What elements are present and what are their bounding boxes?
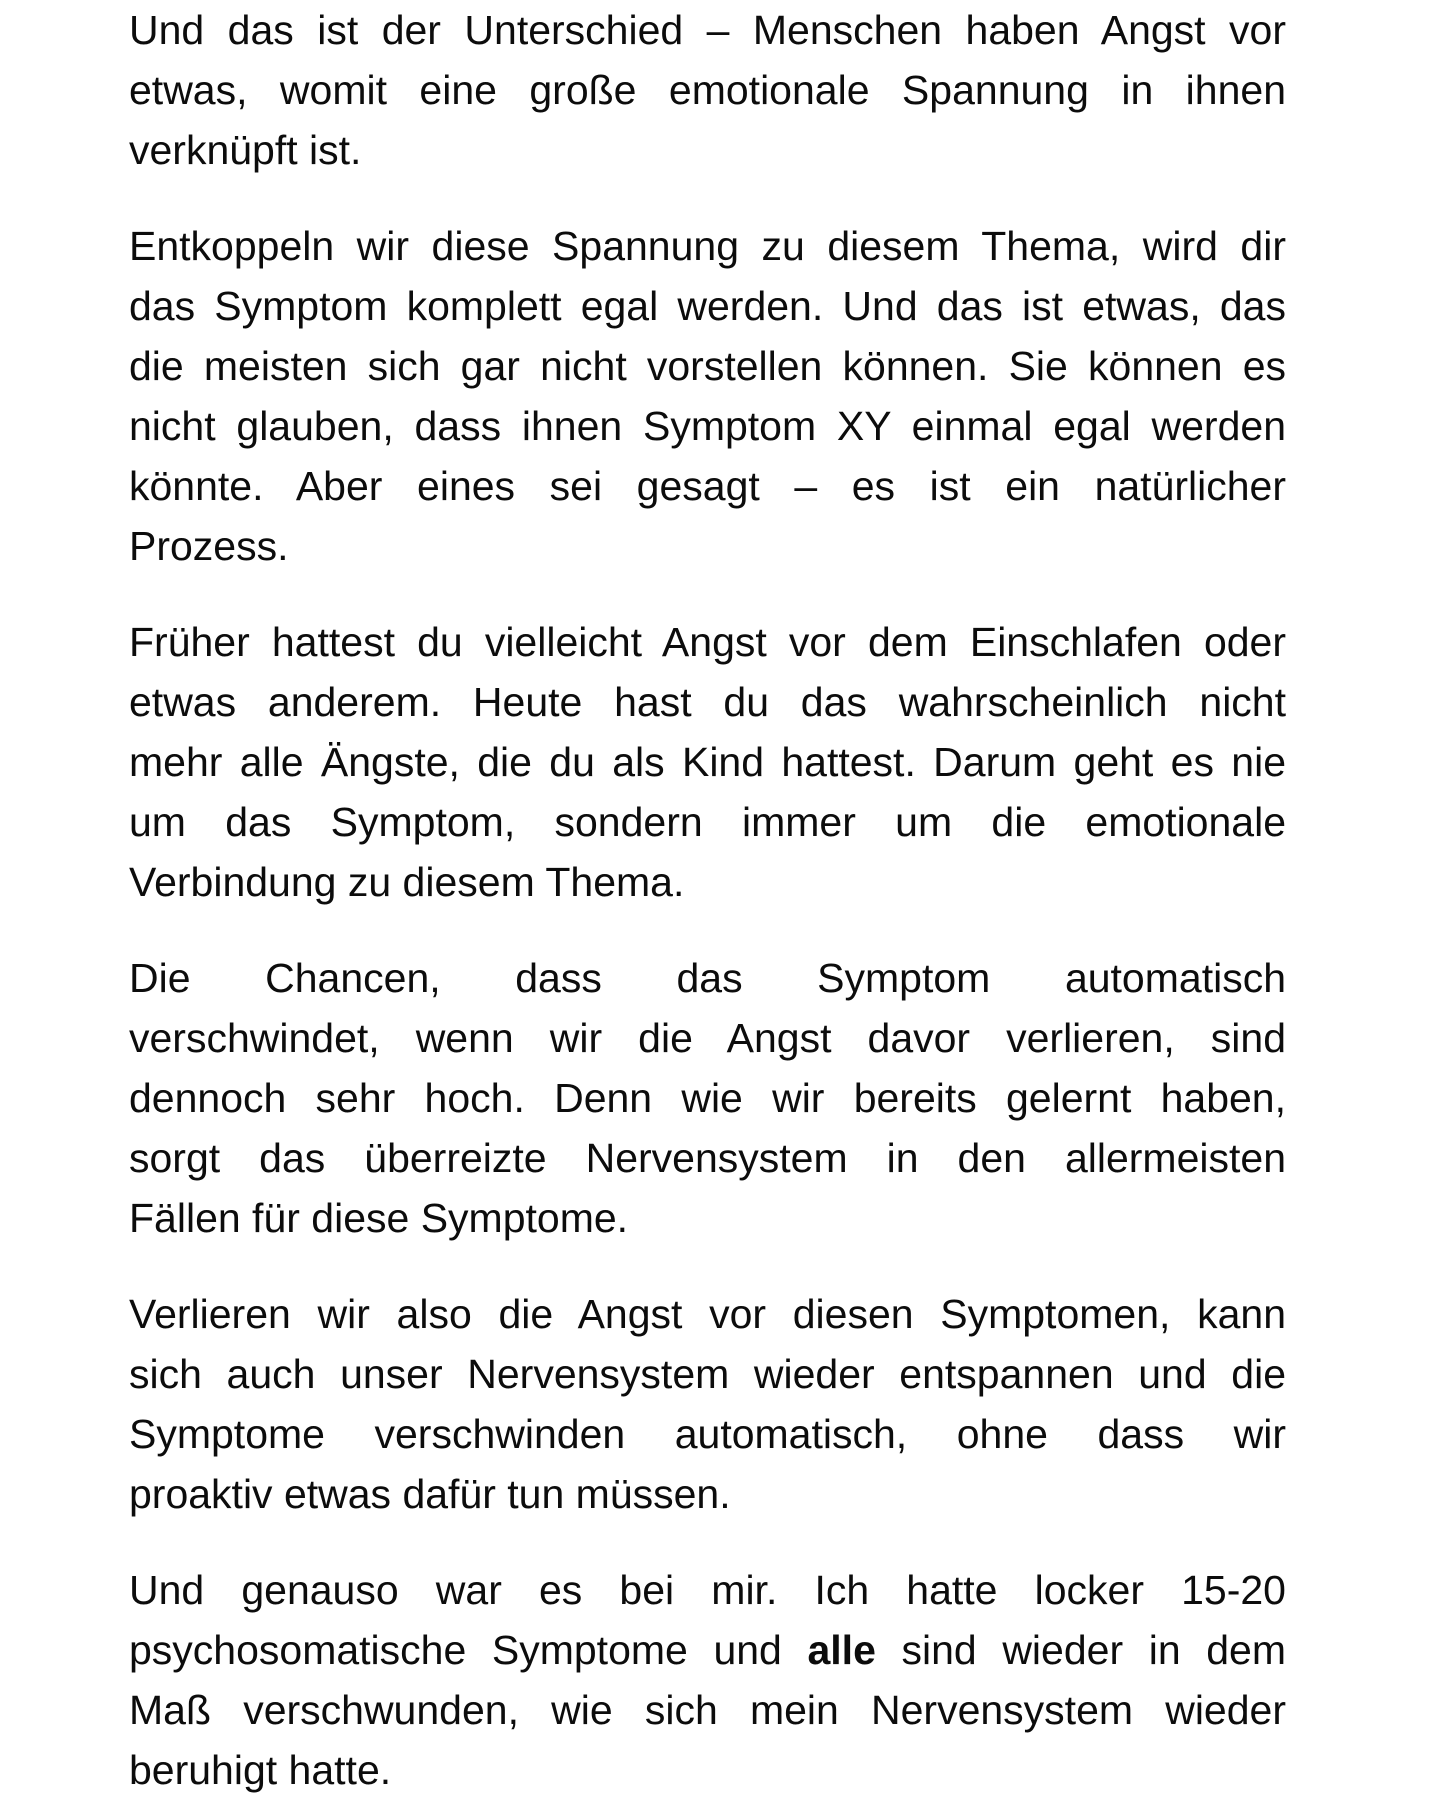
text-line — [129, 852, 1286, 912]
text-segment: sich auch unser Nervensystem wieder entspannen und die — [129, 1351, 1286, 1397]
paragraph — [129, 0, 1286, 180]
paragraph — [129, 1284, 1286, 1524]
text-segment: mehr alle Ängste, die du als Kind hattest. Darum geht es nie — [129, 739, 1286, 785]
text-line — [129, 396, 1286, 456]
paragraph — [129, 216, 1286, 576]
text-line — [129, 948, 1286, 1008]
text-line — [129, 612, 1286, 672]
text-line — [129, 1680, 1286, 1740]
text-line — [129, 1740, 1286, 1800]
text-line — [129, 516, 1286, 576]
text-segment: Die Chancen, dass das Symptom automatisch — [129, 955, 1286, 1001]
text-line — [129, 456, 1286, 516]
text-segment: verschwindet, wenn wir die Angst davor verlieren, sind — [129, 1015, 1286, 1061]
text-segment: etwas anderem. Heute hast du das wahrscheinlich nicht — [129, 679, 1286, 725]
text-segment: Verbindung zu diesem Thema. — [129, 859, 685, 905]
text-line — [129, 1008, 1286, 1068]
text-line — [129, 792, 1286, 852]
text-segment: Verlieren wir also die Angst vor diesen Symptomen, kann — [129, 1291, 1286, 1337]
text-segment: um das Symptom, sondern immer um die emotionale — [129, 799, 1286, 845]
text-line — [129, 1560, 1286, 1620]
text-segment: Symptome verschwinden automatisch, ohne dass wir — [129, 1411, 1286, 1457]
text-segment: nicht glauben, dass ihnen Symptom XY einmal egal werden — [129, 403, 1286, 449]
text-line — [129, 1620, 1286, 1680]
text-segment: etwas, womit eine große emotionale Spannung in ihnen — [129, 67, 1286, 113]
text-line — [129, 1284, 1286, 1344]
text-line — [129, 0, 1286, 60]
paragraph — [129, 1560, 1286, 1800]
paragraph — [129, 948, 1286, 1248]
text-segment: Und genauso war es bei mir. Ich hatte locker 15-20 — [129, 1567, 1286, 1613]
text-segment: beruhigt hatte. — [129, 1747, 392, 1793]
text-segment: Früher hattest du vielleicht Angst vor dem Einschlafen oder — [129, 619, 1286, 665]
text-line — [129, 1128, 1286, 1188]
text-segment: Entkoppeln wir diese Spannung zu diesem Thema, wird dir — [129, 223, 1286, 269]
text-segment: sorgt das überreizte Nervensystem in den allermeisten — [129, 1135, 1286, 1181]
text-line — [129, 1464, 1286, 1524]
text-segment: könnte. Aber eines sei gesagt – es ist ein natürlicher — [129, 463, 1286, 509]
text-line — [129, 120, 1286, 180]
text-line — [129, 1188, 1286, 1248]
text-segment: das Symptom komplett egal werden. Und das ist etwas, das — [129, 283, 1286, 329]
text-line — [129, 336, 1286, 396]
text-segment: Prozess. — [129, 523, 289, 569]
text-line — [129, 732, 1286, 792]
text-line — [129, 216, 1286, 276]
text-line — [129, 276, 1286, 336]
text-line — [129, 1068, 1286, 1128]
text-segment: verknüpft ist. — [129, 127, 362, 173]
text-line — [129, 1404, 1286, 1464]
bold-text: alle — [807, 1627, 876, 1673]
text-line — [129, 60, 1286, 120]
text-segment: Und das ist der Unterschied – Menschen haben Angst vor — [129, 7, 1286, 53]
text-segment: dennoch sehr hoch. Denn wie wir bereits gelernt haben, — [129, 1075, 1286, 1121]
text-segment: Maß verschwunden, wie sich mein Nervensystem wieder — [129, 1687, 1286, 1733]
text-segment: proaktiv etwas dafür tun müssen. — [129, 1471, 731, 1517]
text-segment: Fällen für diese Symptome. — [129, 1195, 629, 1241]
text-segment: psychosomatische Symptome und — [129, 1627, 808, 1673]
text-segment: die meisten sich gar nicht vorstellen können. Sie können es — [129, 343, 1286, 389]
text-line — [129, 1344, 1286, 1404]
text-line — [129, 672, 1286, 732]
text-segment: sind wieder in dem — [875, 1627, 1286, 1673]
paragraph — [129, 612, 1286, 912]
